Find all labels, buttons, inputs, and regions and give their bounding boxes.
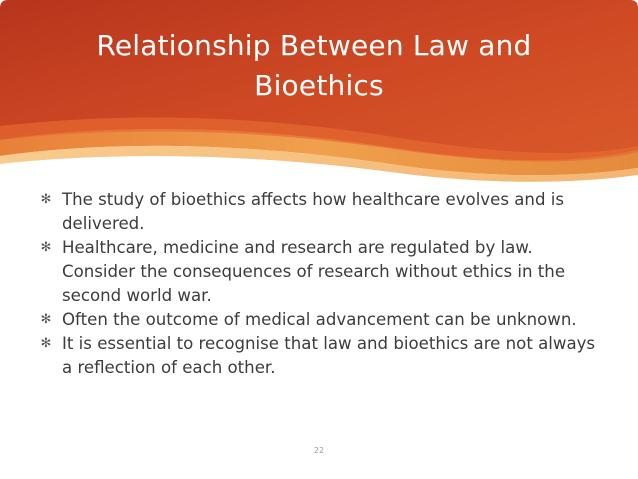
- page-title: [0, 26, 638, 106]
- bullet-text: Often the outcome of medical advancement can be unknown.: [62, 310, 577, 329]
- bullet-item: [38, 236, 598, 308]
- title-line-2: Bioethics: [254, 69, 384, 102]
- asterisk-icon: ✻: [40, 192, 52, 207]
- bullet-item: [38, 332, 598, 380]
- title-line-1: Relationship Between Law and: [96, 29, 532, 62]
- page-number: 22: [313, 446, 325, 455]
- bullet-text: It is essential to recognise that law and bioethics are not always a reflection of each other.: [62, 334, 596, 377]
- title-banner: [0, 0, 638, 185]
- bullet-text: The study of bioethics affects how healthcare evolves and is delivered.: [62, 190, 565, 233]
- bullet-item: [38, 188, 598, 236]
- bullet-item: [38, 308, 598, 332]
- asterisk-icon: ✻: [40, 312, 52, 327]
- bullet-list: [38, 188, 598, 380]
- asterisk-icon: ✻: [40, 336, 52, 351]
- bullet-text: Healthcare, medicine and research are regulated by law. Consider the consequences of research without ethics in the second world war.: [62, 238, 566, 305]
- asterisk-icon: ✻: [40, 240, 52, 255]
